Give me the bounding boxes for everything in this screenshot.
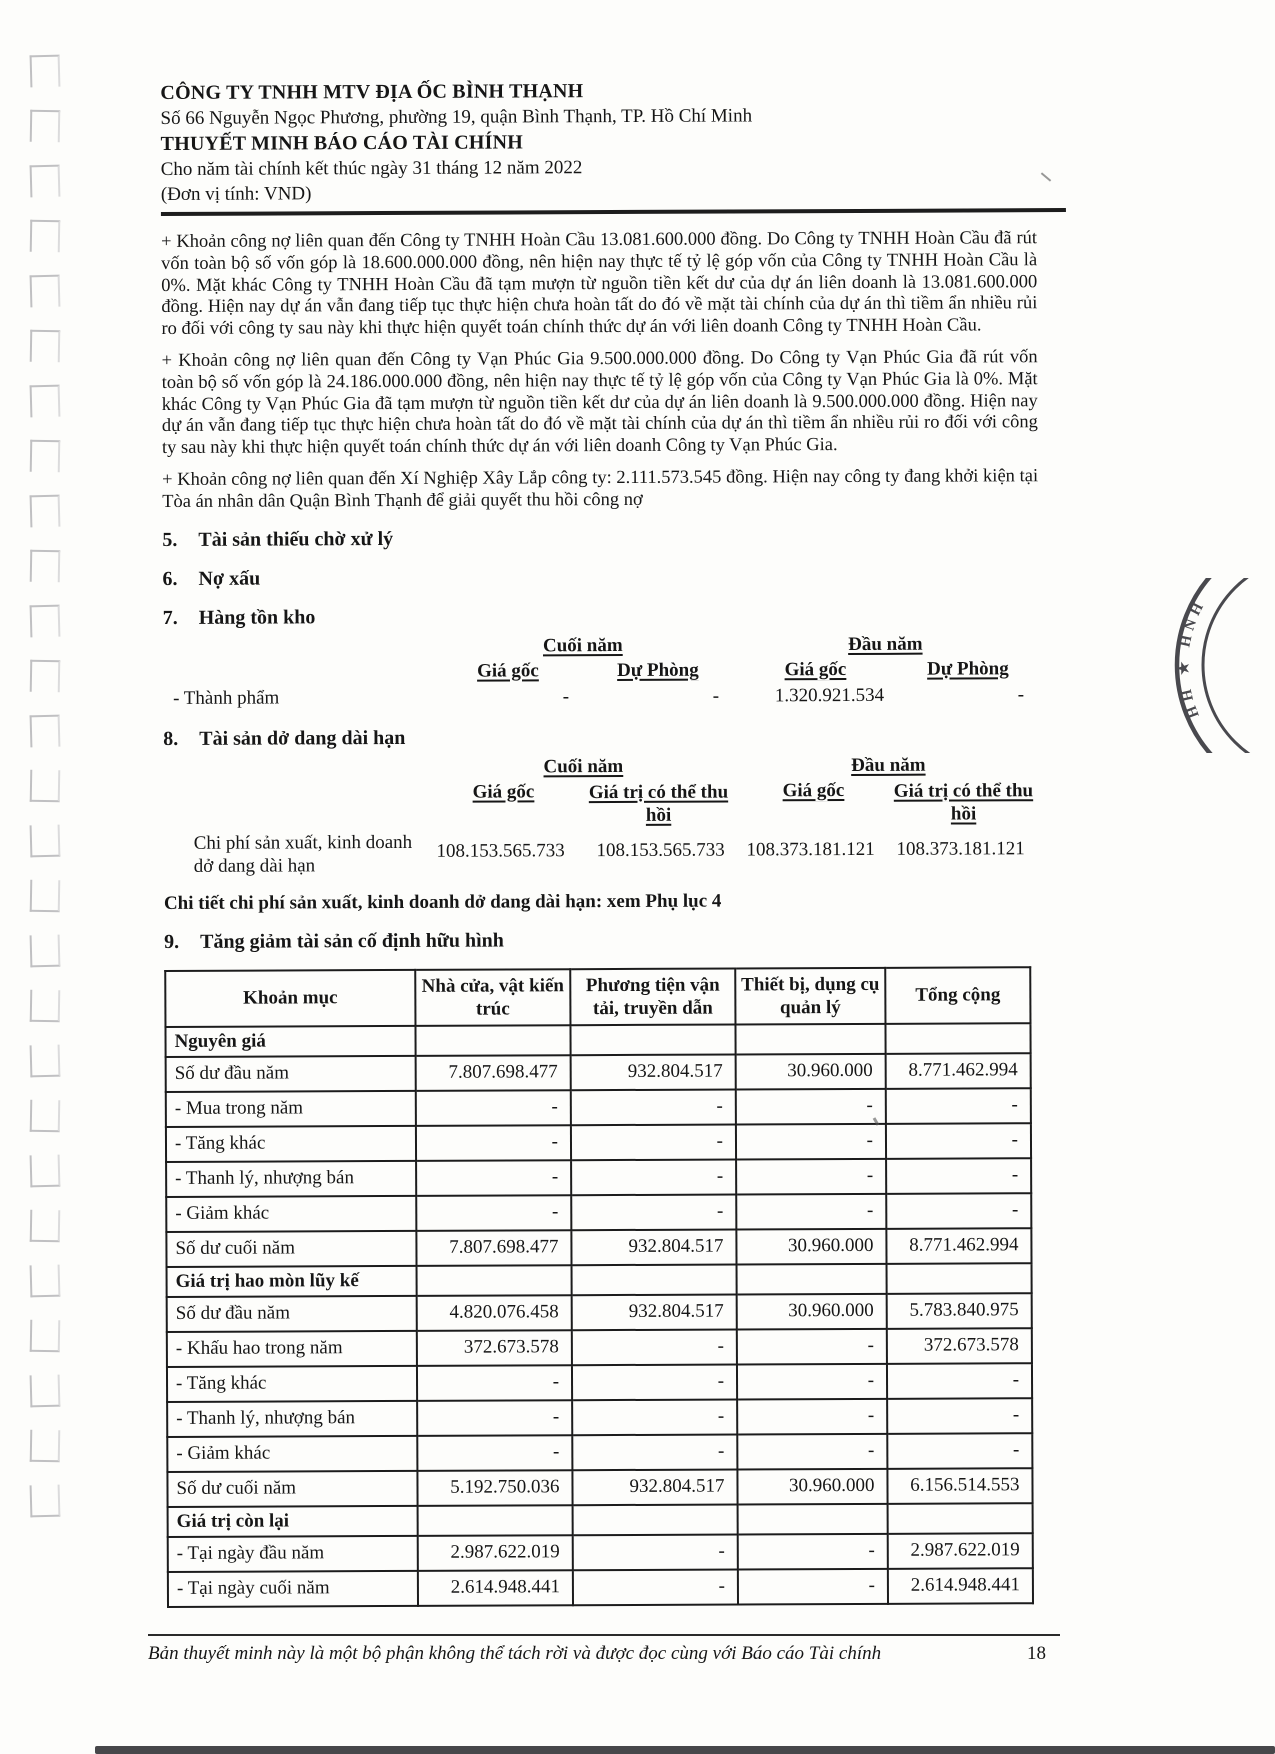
cell-value: - (416, 1160, 571, 1196)
spacer-cell (163, 658, 433, 684)
binder-hole-mark (30, 495, 61, 528)
binder-hole-mark (30, 990, 61, 1023)
cell-value: - (562, 685, 570, 707)
cell-value (885, 1023, 1030, 1054)
cell-label: Giá trị còn lại (168, 1505, 418, 1536)
cell-value: - (416, 1090, 571, 1126)
binder-hole-mark (30, 55, 61, 88)
cell-value: - (886, 1088, 1031, 1124)
binder-hole-mark (30, 1320, 61, 1353)
stamp-text: HH ★ HNH (1176, 596, 1210, 720)
table-header-row (165, 967, 1030, 1027)
scan-speck (1041, 172, 1051, 181)
cell-value: 30.960.000 (737, 1293, 887, 1329)
table-row (167, 1468, 1032, 1507)
cell-value: 372.673.578 (417, 1330, 572, 1366)
binder-hole-mark (30, 1485, 61, 1518)
section-title: Tài sản dở dang dài hạn (199, 726, 406, 750)
document-header (160, 76, 1037, 216)
cell-value: 2.987.622.019 (418, 1535, 573, 1571)
cell-value: - (737, 1398, 887, 1434)
header-divider (161, 208, 1066, 216)
column-header: Giá gốc (477, 659, 539, 682)
cell-value: - (887, 1398, 1032, 1434)
group-header-cuoi-nam: Cuối năm (543, 755, 624, 777)
cell-value (418, 1505, 573, 1536)
binder-hole-mark (30, 330, 61, 363)
cell-value: - (571, 1124, 736, 1160)
cell-value: 5.192.750.036 (417, 1470, 572, 1506)
section-heading-8 (163, 722, 1039, 752)
cell-value: 30.960.000 (736, 1053, 886, 1089)
note-paragraph-xi-nghiep: + Khoản công nợ liên quan đến Xí Nghiệp Xây Lắp công ty: 2.111.573.545 đồng. Hiện nay công ty đang khởi kiện tại Tòa án nhân dân Quận Bình Thạnh để giải quyết thu hồi công nợ (162, 466, 1039, 512)
table-row (167, 1293, 1032, 1332)
section-heading-5 (162, 523, 1038, 553)
section-title: Tăng giảm tài sản cố định hữu hình (200, 929, 504, 953)
binder-hole-mark (30, 1430, 61, 1463)
cell-value: 8.771.462.994 (886, 1053, 1031, 1089)
column-header: Dự Phòng (617, 659, 699, 681)
cell-value: 30.960.000 (737, 1468, 887, 1504)
cell-label: - Giảm khác (166, 1195, 416, 1231)
cell-value: - (417, 1365, 572, 1401)
cell-value (887, 1263, 1032, 1294)
cell-value: - (887, 1363, 1032, 1399)
table-row (167, 1328, 1032, 1367)
group-header-cuoi-nam: Cuối năm (542, 634, 623, 656)
cell-label: - Thanh lý, nhượng bán (167, 1400, 417, 1436)
column-header: Nhà cửa, vật kiến trúc (415, 969, 570, 1026)
cell-label: Nguyên giá (165, 1025, 415, 1056)
cell-value: 5.783.840.975 (887, 1293, 1032, 1329)
column-header: Giá trị có thể thu hồi (893, 779, 1034, 825)
cell-value: 108.373.181.121 (746, 838, 875, 861)
binder-hole-mark (30, 1100, 61, 1133)
column-header: Giá gốc (784, 658, 847, 680)
cell-value: - (573, 1534, 738, 1570)
cell-value: - (736, 1088, 886, 1124)
cell-value: 1.320.921.534 (774, 684, 885, 706)
column-header: Giá trị có thể thu hồi (588, 781, 729, 826)
cell-label: Giá trị hao mòn lũy kế (167, 1265, 417, 1296)
cell-label: - Tại ngày đầu năm (168, 1535, 418, 1571)
cell-value: 2.614.948.441 (418, 1570, 573, 1606)
appendix-note: Chi tiết chi phí sản xuất, kinh doanh dở dang dài hạn: xem Phụ lục 4 (163, 890, 722, 914)
cell-value: 7.807.698.477 (416, 1230, 571, 1266)
cell-value: - (737, 1328, 887, 1364)
binder-hole-mark (30, 165, 61, 198)
binder-hole-mark (30, 935, 61, 968)
report-title: THUYẾT MINH BÁO CÁO TÀI CHÍNH (160, 131, 524, 155)
cell-value: - (573, 1569, 738, 1605)
spacer-cell (163, 633, 433, 659)
company-name: CÔNG TY TNHH MTV ĐỊA ỐC BÌNH THẠNH (160, 80, 584, 104)
cell-value: - (417, 1435, 572, 1471)
wip-table (163, 752, 1040, 878)
binder-hole-mark (30, 385, 61, 418)
binder-hole-mark (30, 660, 61, 693)
section-title: Hàng tồn kho (198, 605, 316, 629)
cell-value: - (712, 685, 720, 707)
cell-value: - (736, 1193, 886, 1229)
section-heading-9 (164, 925, 1040, 955)
cell-label: - Thanh lý, nhượng bán (166, 1160, 416, 1196)
section-title: Nợ xấu (198, 567, 261, 590)
cell-value: - (738, 1568, 888, 1604)
section-heading-6 (162, 562, 1038, 592)
column-header: Phương tiện vận tải, truyền dẫn (570, 968, 735, 1025)
binder-hole-mark (30, 440, 61, 473)
binder-hole-mark (30, 550, 61, 583)
cell-value: 30.960.000 (736, 1228, 886, 1264)
cell-value: - (736, 1158, 886, 1194)
cell-value: - (886, 1123, 1031, 1159)
binder-hole-mark (30, 770, 61, 803)
cell-value: - (572, 1329, 737, 1365)
page-footer (148, 1634, 1060, 1665)
cell-label: - Tăng khác (167, 1365, 417, 1401)
cell-value: - (572, 1434, 737, 1470)
table-row (166, 1123, 1031, 1162)
binder-hole-mark (30, 1265, 61, 1298)
cell-label: - Tại ngày cuối năm (168, 1570, 418, 1606)
cell-value: - (738, 1533, 888, 1569)
column-header: Thiết bị, dụng cụ quản lý (735, 967, 885, 1024)
binder-hole-mark (30, 605, 61, 638)
binder-hole-mark (30, 1155, 61, 1188)
cell-label: Số dư cuối năm (166, 1230, 416, 1266)
cell-value: - (571, 1089, 736, 1125)
cell-label: - Mua trong năm (166, 1090, 416, 1126)
cell-value (570, 1024, 735, 1055)
cell-value: - (416, 1195, 571, 1231)
cell-value: - (572, 1399, 737, 1435)
cell-label: - Khấu hao trong năm (167, 1330, 417, 1366)
cell-value: - (737, 1363, 887, 1399)
section-title: Tài sản thiếu chờ xử lý (198, 527, 394, 551)
scan-edge-shadow (95, 1746, 1275, 1754)
cell-value (738, 1503, 888, 1534)
cell-value: 7.807.698.477 (416, 1055, 571, 1091)
cell-value: - (1017, 683, 1025, 705)
cell-value: - (887, 1433, 1032, 1469)
cell-value: 932.804.517 (571, 1229, 736, 1265)
table-row (167, 1398, 1032, 1437)
currency-unit: (Đơn vị tính: VND) (160, 183, 312, 205)
section-heading-7 (163, 601, 1039, 631)
table-row (166, 1158, 1031, 1197)
binder-hole-mark (30, 715, 61, 748)
cell-label: Số dư đầu năm (167, 1295, 417, 1331)
row-label: - Thành phẩm (172, 687, 280, 709)
cell-value: 108.153.565.733 (436, 840, 565, 862)
column-header: Tổng cộng (885, 967, 1030, 1024)
cell-value: - (571, 1159, 736, 1195)
cell-value: - (417, 1400, 572, 1436)
section-number: 6. (162, 567, 178, 590)
table-row (168, 1503, 1033, 1537)
note-paragraph-hoan-cau: + Khoản công nợ liên quan đến Công ty TNHH Hoàn Cầu 13.081.600.000 đồng. Do Công ty TNHH Hoàn Cầu đã rút vốn toàn bộ số vốn góp là 18.600.000.000 đồng, nên hiện nay thực tế tỷ lệ góp vốn của Công ty TNHH Hoàn Cầu là 0%. Mặt khác Công ty TNHH Hoàn Cầu đã tạm mượn từ nguồn tiền kết dư của dự án liên doanh là 13.081.600.000 đồng. Hiện nay dự án vẫn đang tiếp tục thực hiện chưa hoàn tất do đó về mặt tài chính của dự án thì tiềm ẩn nhiều rủi ro đối với công ty sau này khi thực hiện quyết toán chính thức dự án với liên doanh Công ty TNHH Hoàn Cầu. (161, 228, 1038, 340)
table-row (168, 1533, 1033, 1572)
cell-value: 6.156.514.553 (887, 1468, 1032, 1504)
table-row (165, 1023, 1030, 1057)
binder-hole-mark (30, 825, 61, 858)
spacer-cell (163, 779, 428, 828)
cell-value: - (737, 1433, 887, 1469)
section-number: 9. (164, 930, 180, 953)
column-header: Giá gốc (782, 779, 845, 801)
cell-value: 2.614.948.441 (888, 1568, 1033, 1604)
table-row (166, 1193, 1031, 1232)
column-header: Khoản mục (165, 969, 415, 1026)
cell-value: 2.987.622.019 (888, 1533, 1033, 1569)
cell-value: - (572, 1364, 737, 1400)
section-number: 5. (162, 528, 178, 551)
document-content (160, 0, 1043, 1608)
binder-hole-mark (30, 880, 61, 913)
section-number: 8. (163, 727, 179, 750)
cell-value (737, 1263, 887, 1294)
table-row (167, 1363, 1032, 1402)
cell-label: - Tăng khác (166, 1125, 416, 1161)
column-header: Giá gốc (472, 780, 535, 803)
cell-value (572, 1264, 737, 1295)
table-row (168, 1568, 1033, 1607)
note-paragraph-van-phuc-gia: + Khoản công nợ liên quan đến Công ty Vạn Phúc Gia 9.500.000.000 đồng. Do Công ty Vạn Phúc Gia đã rút vốn toàn bộ số vốn góp là 24.186.000.000 đồng, nên hiện nay thực tế tỷ lệ góp vốn của Công ty Vạn Phúc Gia là 0%. Mặt khác Công ty Vạn Phúc Gia đã tạm mượn từ nguồn tiền kết dư của dự án liên doanh là 9.500.000.000 đồng. Hiện nay dự án vẫn đang tiếp tục thực hiện chưa hoàn tất do đó về mặt tài chính của dự án thì tiềm ẩn nhiều rủi ro đối với công ty sau này khi thực hiện quyết toán chính thức dự án với liên doanh Công ty Vạn Phúc Gia. (161, 347, 1038, 459)
cell-value: 372.673.578 (887, 1328, 1032, 1364)
table-row (167, 1433, 1032, 1472)
cell-label: Số dư đầu năm (166, 1055, 416, 1091)
cell-value (417, 1265, 572, 1296)
cell-value: - (886, 1193, 1031, 1229)
cell-value: 932.804.517 (571, 1054, 736, 1090)
binder-hole-mark (30, 1375, 61, 1408)
cell-value: - (571, 1194, 736, 1230)
column-header: Dự Phòng (927, 657, 1009, 680)
cell-value (888, 1503, 1033, 1534)
cell-value: 108.153.565.733 (596, 839, 725, 862)
group-header-dau-nam: Đầu năm (848, 633, 923, 655)
binder-hole-mark (30, 110, 61, 143)
cell-value (573, 1504, 738, 1535)
cell-value: - (886, 1158, 1031, 1194)
page-number: 18 (1027, 1643, 1046, 1664)
cell-value: 8.771.462.994 (886, 1228, 1031, 1264)
inventory-table (163, 631, 1039, 713)
cell-value: 932.804.517 (572, 1294, 737, 1330)
cell-value (415, 1025, 570, 1056)
binder-hole-marks (0, 0, 90, 1754)
cell-value: 4.820.076.458 (417, 1295, 572, 1331)
cell-value (735, 1023, 885, 1054)
binder-hole-mark (30, 1210, 61, 1243)
binder-hole-mark (30, 1045, 61, 1078)
cell-label: - Giảm khác (167, 1435, 417, 1471)
footer-note: Bản thuyết minh này là một bộ phận không thể tách rời và được đọc cùng với Báo cáo Tài chính (148, 1643, 882, 1664)
cell-value: 108.373.181.121 (896, 838, 1025, 860)
table-row (166, 1088, 1031, 1127)
cell-value: 932.804.517 (572, 1469, 737, 1505)
binder-hole-mark (30, 220, 61, 253)
group-header-dau-nam: Đầu năm (851, 754, 926, 776)
circular-stamp-fragment (1100, 578, 1260, 753)
table-row (167, 1263, 1032, 1297)
spacer-cell (163, 754, 428, 780)
company-address: Số 66 Nguyễn Ngọc Phương, phường 19, quận Bình Thạnh, TP. Hồ Chí Minh (160, 105, 753, 129)
fixed-assets-table (164, 966, 1034, 1608)
table-row (166, 1053, 1031, 1092)
section-number: 7. (162, 606, 178, 629)
binder-hole-mark (30, 275, 61, 308)
cell-value: - (736, 1123, 886, 1159)
table-row (166, 1228, 1031, 1267)
report-period: Cho năm tài chính kết thúc ngày 31 tháng 12 năm 2022 (160, 157, 583, 180)
cell-label: Số dư cuối năm (167, 1470, 417, 1506)
row-label: Chi phí sản xuất, kinh doanh dở dang dài hạn (193, 831, 413, 877)
cell-value: - (416, 1125, 571, 1161)
